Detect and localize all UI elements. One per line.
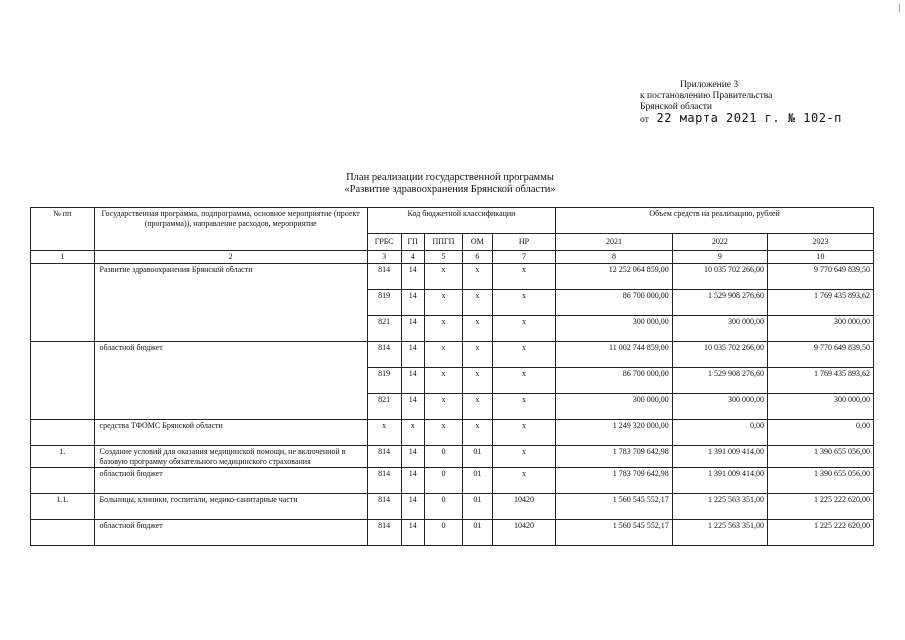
column-number-row (31, 251, 874, 264)
cell-ppgp: x (424, 290, 462, 316)
cell-om: 01 (463, 468, 493, 494)
cell-om: x (463, 368, 493, 394)
header-num: № пп (31, 208, 95, 251)
cell-2022: 1 529 908 276,60 (672, 368, 767, 394)
cell-2021: 1 783 709 642,98 (556, 446, 672, 468)
appendix-line-3: Брянской области (640, 102, 712, 112)
cell-2021: 12 252 064 859,00 (556, 264, 672, 290)
col-number: 3 (367, 251, 401, 264)
cell-om: x (463, 264, 493, 290)
col-number: 10 (768, 251, 874, 264)
cell-ppgp: x (424, 394, 462, 420)
header-code: Код бюджетной классификации (367, 208, 556, 234)
cell-nr: x (492, 316, 556, 342)
col-number: 2 (94, 251, 367, 264)
cell-om: 01 (463, 494, 493, 520)
appendix-line-1: Приложение 3 (680, 80, 739, 90)
cell-2023: 0,00 (768, 420, 874, 446)
cell-gp: 14 (401, 446, 424, 468)
header-nr: НР (492, 234, 556, 251)
cell-2023: 300 000,00 (768, 316, 874, 342)
cell-2022: 10 035 702 266,00 (672, 264, 767, 290)
cell-gp: 14 (401, 468, 424, 494)
cell-nr: x (492, 264, 556, 290)
table-row (31, 520, 874, 546)
col-number: 6 (463, 251, 493, 264)
cell-2021: 11 002 744 859,00 (556, 342, 672, 368)
header-om: ОМ (463, 234, 493, 251)
row-name: областной бюджет (94, 520, 367, 546)
cell-2022: 0,00 (672, 420, 767, 446)
cell-nr: 10420 (492, 520, 556, 546)
header-gp: ГП (401, 234, 424, 251)
cell-2023: 300 000,00 (768, 394, 874, 420)
cell-2022: 1 391 009 414,00 (672, 446, 767, 468)
document-title (250, 172, 650, 196)
row-num (31, 420, 95, 446)
cell-ppgp: x (424, 342, 462, 368)
cell-gp: 14 (401, 494, 424, 520)
cell-grbs: 819 (367, 368, 401, 394)
cell-ppgp: 0 (424, 520, 462, 546)
cell-2023: 1 225 222 620,00 (768, 494, 874, 520)
table-row (31, 420, 874, 446)
cell-om: x (463, 420, 493, 446)
cell-ppgp: x (424, 420, 462, 446)
table-row (31, 342, 874, 368)
cell-gp: 14 (401, 368, 424, 394)
cell-ppgp: x (424, 316, 462, 342)
col-number: 4 (401, 251, 424, 264)
cell-grbs: 814 (367, 342, 401, 368)
cell-nr: x (492, 290, 556, 316)
col-number: 5 (424, 251, 462, 264)
cell-gp: 14 (401, 520, 424, 546)
row-num: 1.1. (31, 494, 95, 520)
cell-grbs: 814 (367, 520, 401, 546)
cell-grbs: 814 (367, 494, 401, 520)
row-name: Создание условий для оказания медицинской помощи, не включенной в базовую программу обязательного медицинского страхования (94, 446, 367, 468)
cell-grbs: 821 (367, 316, 401, 342)
cell-nr: x (492, 420, 556, 446)
cell-om: 01 (463, 520, 493, 546)
row-num (31, 264, 95, 342)
cell-gp: 14 (401, 290, 424, 316)
row-name: Больницы, клиники, госпитали, медико-санитарные части (94, 494, 367, 520)
cell-nr: x (492, 368, 556, 394)
cell-2021: 1 249 320 000,00 (556, 420, 672, 446)
cell-om: x (463, 316, 493, 342)
cell-grbs: 814 (367, 264, 401, 290)
cell-om: x (463, 394, 493, 420)
col-number: 8 (556, 251, 672, 264)
cell-gp: 14 (401, 264, 424, 290)
cell-nr: x (492, 342, 556, 368)
cell-2021: 1 560 545 552,17 (556, 494, 672, 520)
row-name: Развитие здравоохранения Брянской области (94, 264, 367, 342)
cell-ppgp: x (424, 368, 462, 394)
cell-grbs: 814 (367, 468, 401, 494)
cell-2021: 1 560 545 552,17 (556, 520, 672, 546)
cell-om: x (463, 290, 493, 316)
table-row (31, 264, 874, 290)
cell-2023: 1 769 435 893,62 (768, 368, 874, 394)
cell-2021: 300 000,00 (556, 394, 672, 420)
cell-2022: 300 000,00 (672, 394, 767, 420)
cell-2022: 1 391 009 414,00 (672, 468, 767, 494)
cell-2023: 1 390 655 056,00 (768, 446, 874, 468)
col-number: 7 (492, 251, 556, 264)
cell-nr: x (492, 394, 556, 420)
cell-gp: x (401, 420, 424, 446)
header-2023: 2023 (768, 234, 874, 251)
cell-om: x (463, 342, 493, 368)
plan-table (30, 207, 874, 546)
table-row (31, 446, 874, 468)
cell-2021: 1 783 709 642,98 (556, 468, 672, 494)
appendix-date-value: 22 марта 2021 г. № 102-п (656, 111, 842, 125)
cell-nr: x (492, 468, 556, 494)
cell-2021: 86 700 000,00 (556, 368, 672, 394)
appendix-block (640, 80, 890, 126)
appendix-date (640, 113, 890, 126)
row-num (31, 520, 95, 546)
cell-2022: 1 225 563 351,00 (672, 520, 767, 546)
cell-grbs: 814 (367, 446, 401, 468)
title-line-2: «Развитие здравоохранения Брянской области» (344, 184, 556, 195)
header-2022: 2022 (672, 234, 767, 251)
cell-gp: 14 (401, 316, 424, 342)
row-name: средства ТФОМС Брянской области (94, 420, 367, 446)
header-volume: Объем средств на реализацию, рублей (556, 208, 874, 234)
cell-grbs: 821 (367, 394, 401, 420)
cell-ppgp: 0 (424, 494, 462, 520)
cell-2021: 86 700 000,00 (556, 290, 672, 316)
cell-nr: 10420 (492, 494, 556, 520)
cell-2022: 1 529 908 276,60 (672, 290, 767, 316)
appendix-date-lead: от (640, 115, 649, 125)
title-line-1: План реализации государственной программы (346, 172, 554, 183)
cell-2023: 1 390 655 056,00 (768, 468, 874, 494)
cell-ppgp: 0 (424, 446, 462, 468)
col-number: 9 (672, 251, 767, 264)
cell-2023: 9 770 649 839,50 (768, 342, 874, 368)
header-name: Государственная программа, подпрограмма, основное мероприятие (проект (программа)), направление расходов, мероприятие (94, 208, 367, 251)
cell-ppgp: 0 (424, 468, 462, 494)
cell-grbs: 819 (367, 290, 401, 316)
cell-2022: 1 225 563 351,00 (672, 494, 767, 520)
cell-2022: 300 000,00 (672, 316, 767, 342)
col-number: 1 (31, 251, 95, 264)
cell-2021: 300 000,00 (556, 316, 672, 342)
edge-mark (899, 4, 900, 12)
cell-2023: 1 225 222 620,00 (768, 520, 874, 546)
header-grbs: ГРБС (367, 234, 401, 251)
cell-gp: 14 (401, 342, 424, 368)
cell-om: 01 (463, 446, 493, 468)
cell-ppgp: x (424, 264, 462, 290)
row-num (31, 468, 95, 494)
table-row (31, 494, 874, 520)
header-ppgp: ППГП (424, 234, 462, 251)
cell-gp: 14 (401, 394, 424, 420)
header-2021: 2021 (556, 234, 672, 251)
appendix-line-2: к постановлению Правительства (640, 91, 773, 101)
cell-grbs: x (367, 420, 401, 446)
cell-nr: x (492, 446, 556, 468)
row-name: областной бюджет (94, 468, 367, 494)
cell-2023: 1 769 435 893,62 (768, 290, 874, 316)
row-name: областной бюджет (94, 342, 367, 420)
cell-2023: 9 770 649 839,50 (768, 264, 874, 290)
cell-2022: 10 035 702 266,00 (672, 342, 767, 368)
table-row (31, 468, 874, 494)
row-num (31, 342, 95, 420)
row-num: 1. (31, 446, 95, 468)
